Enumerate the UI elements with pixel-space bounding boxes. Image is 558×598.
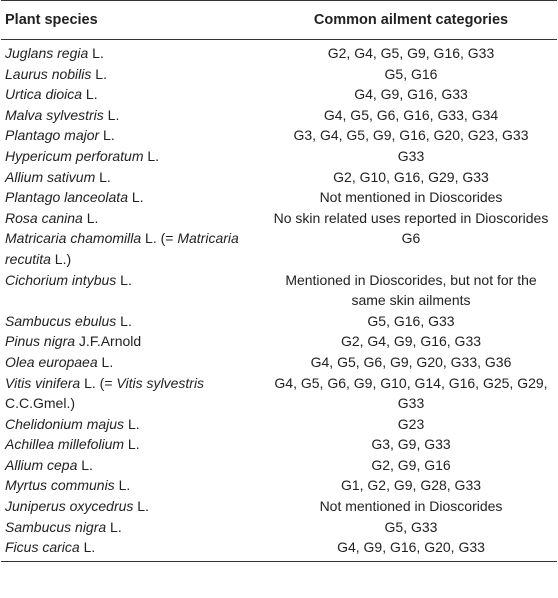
scientific-name: Vitis vinifera <box>5 374 81 391</box>
name-suffix: L. <box>82 86 98 103</box>
scientific-name: Vitis sylvestris <box>116 374 205 391</box>
ailment-categories-cell: G3, G4, G5, G9, G16, G20, G23, G33 <box>293 127 529 144</box>
table-row <box>1 434 557 455</box>
ailment-categories-cell: Mentioned in Dioscorides, but not for the same skin ailments <box>285 271 537 309</box>
plant-species-cell <box>1 475 265 496</box>
scientific-name: Urtica dioica <box>5 86 83 103</box>
table-row <box>1 331 557 352</box>
scientific-name: Achillea millefolium <box>5 436 125 453</box>
plant-species-cell <box>1 228 265 269</box>
name-suffix: L. <box>124 415 140 432</box>
table-row <box>1 455 557 476</box>
ailment-categories-cell: G6 <box>401 230 421 247</box>
ailment-categories-cell: G1, G2, G9, G28, G33 <box>340 477 482 494</box>
ailment-categories-cell: G4, G9, G16, G20, G33 <box>337 539 485 556</box>
ailment-categories-cell: G4, G5, G6, G9, G20, G33, G36 <box>310 353 512 370</box>
name-suffix: L. <box>143 147 160 164</box>
scientific-name: Olea europaea <box>5 353 98 370</box>
table-row <box>1 352 557 373</box>
header-ailment-categories: Common ailment categories <box>265 1 557 40</box>
scientific-name: Laurus nobilis <box>5 65 92 82</box>
table-row <box>1 537 557 561</box>
name-suffix: L. (= <box>141 230 178 247</box>
table-row <box>1 228 557 269</box>
plant-species-cell <box>1 84 265 105</box>
name-suffix: L. <box>97 353 114 370</box>
name-suffix: L. <box>77 456 93 473</box>
name-suffix: L. <box>133 498 149 515</box>
scientific-name: Juglans regia <box>5 45 89 61</box>
ailment-categories-cell: G4, G5, G6, G9, G10, G14, G16, G25, G29, G33 <box>274 374 548 412</box>
plant-species-cell <box>1 517 265 538</box>
table-row <box>1 125 557 146</box>
plant-species-cell <box>1 537 265 561</box>
ailment-categories-cell: G2, G4, G9, G16, G33 <box>340 333 482 350</box>
ailment-categories-cell: G5, G16 <box>384 65 438 82</box>
table-row <box>1 187 557 208</box>
plant-species-cell <box>1 270 265 311</box>
table-row <box>1 208 557 229</box>
plant-species-cell <box>1 105 265 126</box>
plant-species-cell <box>1 187 265 208</box>
scientific-name: Cichorium intybus <box>5 271 117 288</box>
scientific-name: Hypericum perforatum <box>5 147 144 164</box>
table-row <box>1 105 557 126</box>
table-row <box>1 475 557 496</box>
plant-species-cell <box>1 496 265 517</box>
ailment-categories-cell: G4, G9, G16, G33 <box>354 86 468 103</box>
name-suffix: L. <box>79 539 96 556</box>
table-row <box>1 496 557 517</box>
name-suffix: L. <box>103 106 120 123</box>
plant-species-cell <box>1 146 265 167</box>
table-row <box>1 84 557 105</box>
name-suffix: L. (= <box>80 374 117 391</box>
ailment-categories-cell: G5, G33 <box>384 518 438 535</box>
table-row <box>1 146 557 167</box>
ailment-categories-cell: Not mentioned in Dioscorides <box>319 498 503 515</box>
table-header <box>1 1 557 40</box>
table-row <box>1 167 557 188</box>
scientific-name: Juniperus oxycedrus <box>5 498 134 515</box>
scientific-name: Matricaria recutita <box>5 230 239 267</box>
table-body <box>1 40 557 562</box>
ailment-categories-cell: G2, G9, G16 <box>371 456 451 473</box>
scientific-name: Allium sativum <box>5 168 96 185</box>
scientific-name: Matricaria chamomilla <box>5 230 142 247</box>
plant-species-cell <box>1 64 265 85</box>
table-row <box>1 40 557 64</box>
ailment-categories-cell: G5, G16, G33 <box>367 312 455 329</box>
table-row <box>1 373 557 414</box>
name-suffix: L. <box>128 189 144 206</box>
name-suffix: L.) <box>50 250 72 267</box>
name-suffix: L. <box>91 65 107 82</box>
plant-species-cell <box>1 352 265 373</box>
scientific-name: Allium cepa <box>5 456 78 473</box>
ailment-categories-cell: G4, G5, G6, G16, G33, G34 <box>323 106 499 123</box>
plant-species-cell <box>1 414 265 435</box>
table-row <box>1 517 557 538</box>
name-suffix: L. <box>106 518 122 535</box>
name-suffix: L. <box>116 312 132 329</box>
scientific-name: Plantago major <box>5 127 100 144</box>
scientific-name: Malva sylvestris <box>5 106 104 123</box>
scientific-name: Sambucus ebulus <box>5 312 117 329</box>
scientific-name: Rosa canina <box>5 209 83 226</box>
scientific-name: Pinus nigra <box>5 333 76 350</box>
plant-species-cell <box>1 434 265 455</box>
plant-species-cell <box>1 373 265 414</box>
plant-species-cell <box>1 455 265 476</box>
ailment-categories-cell: G2, G4, G5, G9, G16, G33 <box>327 45 495 61</box>
plant-ailment-table <box>1 0 557 562</box>
table-row <box>1 311 557 332</box>
table-row <box>1 414 557 435</box>
header-row <box>1 1 557 40</box>
scientific-name: Sambucus nigra <box>5 518 107 535</box>
name-suffix: J.F.Arnold <box>75 333 142 350</box>
plant-species-cell <box>1 311 265 332</box>
ailment-categories-cell: G3, G9, G33 <box>371 436 451 453</box>
table-row <box>1 64 557 85</box>
table-row <box>1 270 557 311</box>
plant-species-cell <box>1 40 265 64</box>
name-suffix: L. <box>82 209 99 226</box>
ailment-categories-cell: No skin related uses reported in Dioscorides <box>273 209 549 226</box>
ailment-categories-cell: G23 <box>397 415 425 432</box>
plant-species-cell <box>1 208 265 229</box>
scientific-name: Myrtus communis <box>5 477 115 494</box>
ailment-categories-cell: G33 <box>397 147 425 164</box>
scientific-name: Chelidonium majus <box>5 415 125 432</box>
name-suffix: L. <box>124 436 140 453</box>
header-plant-species: Plant species <box>1 1 265 40</box>
ailment-categories-cell: Not mentioned in Dioscorides <box>319 189 503 206</box>
plant-species-cell <box>1 331 265 352</box>
name-suffix: L. <box>99 127 115 144</box>
scientific-name: Plantago lanceolata <box>5 189 128 206</box>
name-suffix: L. <box>95 168 111 185</box>
name-suffix: C.C.Gmel.) <box>5 395 75 412</box>
name-suffix: L. <box>116 271 132 288</box>
name-suffix: L. <box>114 477 131 494</box>
plant-species-cell <box>1 167 265 188</box>
name-suffix: L. <box>88 45 104 61</box>
ailment-categories-cell: G2, G10, G16, G29, G33 <box>333 168 489 185</box>
scientific-name: Ficus carica <box>5 539 80 556</box>
plant-species-cell <box>1 125 265 146</box>
